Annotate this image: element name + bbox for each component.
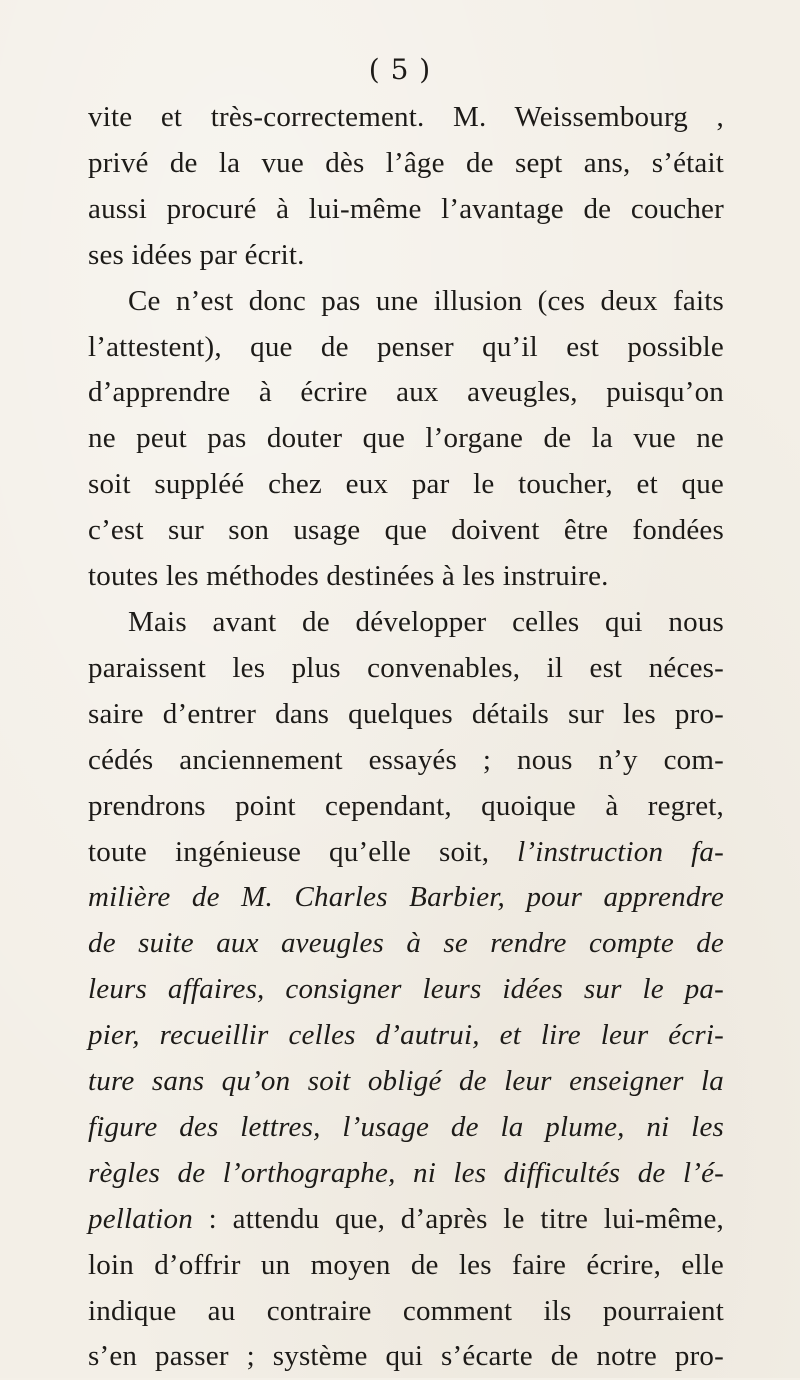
italic-text-line: ture sans qu’on soit obligé de leur enseigner la [88, 1065, 724, 1098]
text-line: soit suppléé chez eux par le toucher, et que [88, 468, 724, 501]
text-line: Mais avant de développer celles qui nous [128, 605, 724, 638]
italic-text-run: l’instruction fa- [489, 835, 724, 868]
text-line: cédés anciennement essayés ; nous n’y com- [88, 743, 724, 776]
text-line: indique au contraire comment ils pourraient [88, 1294, 724, 1327]
text-line [88, 830, 724, 876]
text-line: l’attestent), que de penser qu’il est possible [88, 330, 724, 363]
text-line: aussi procuré à lui-même l’avantage de coucher [88, 192, 724, 225]
text-line: ne peut pas douter que l’organe de la vue ne [88, 422, 724, 455]
text-run: toute ingénieuse qu’elle soit, [88, 835, 490, 868]
text-line: toutes les méthodes destinées à les instruire. [88, 560, 609, 593]
text-line: s’en passer ; système qui s’écarte de notre pro- [88, 1340, 724, 1373]
italic-text-line: leurs affaires, consigner leurs idées sur le pa- [88, 973, 724, 1006]
text-line: loin d’offrir un moyen de les faire écrire, elle [88, 1248, 724, 1281]
italic-text-line: figure des lettres, l’usage de la plume, ni les [88, 1110, 724, 1143]
italic-text-line: de suite aux aveugles à se rendre compte de [88, 927, 724, 960]
text-line: paraissent les plus convenables, il est néces- [88, 651, 724, 684]
text-line: saire d’entrer dans quelques détails sur les pro- [88, 697, 724, 730]
page-body-text [88, 95, 724, 1380]
text-line: ses idées par écrit. [88, 238, 305, 271]
text-line: c’est sur son usage que doivent être fondées [88, 514, 724, 547]
text-run: : attendu que, d’après le titre lui-même, [192, 1202, 724, 1235]
text-line: privé de la vue dès l’âge de sept ans, s’était [88, 146, 724, 179]
page-number: ( 5 ) [368, 53, 432, 86]
italic-text-line: règles de l’orthographe, ni les difficultés de l’é- [88, 1156, 724, 1189]
italic-text-run: pellation [88, 1202, 193, 1235]
italic-text-line: pier, recueillir celles d’autrui, et lire leur écri- [88, 1019, 724, 1052]
text-line: d’apprendre à écrire aux aveugles, puisqu’on [88, 376, 724, 409]
text-line [88, 1197, 724, 1243]
text-line: prendrons point cependant, quoique à regret, [88, 789, 724, 822]
italic-text-line: milière de M. Charles Barbier, pour apprendre [88, 881, 724, 914]
text-line: vite et très-correctement. M. Weissembourg , [88, 101, 724, 133]
text-line: Ce n’est donc pas une illusion (ces deux faits [128, 284, 724, 317]
